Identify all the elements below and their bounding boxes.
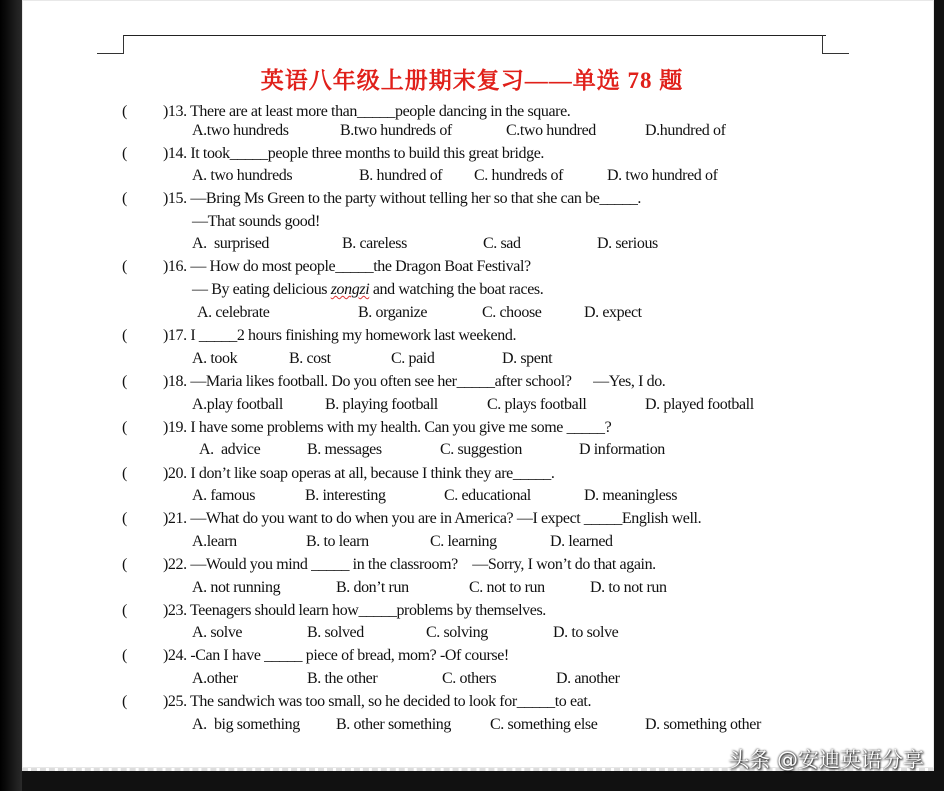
option-c[interactable]: C. not to run bbox=[469, 579, 545, 596]
option-a[interactable]: A. took bbox=[192, 350, 238, 367]
option-c[interactable]: C. something else bbox=[490, 716, 598, 733]
option-b[interactable]: B. organize bbox=[358, 304, 428, 321]
question-stem: )24. -Can I have _____ piece of bread, mom? -Of course! bbox=[163, 647, 509, 664]
question-stem: )21. —What do you want to do when you are in America? —I expect _____English well. bbox=[163, 510, 702, 527]
question-stem: )23. Teenagers should learn how_____problems by themselves. bbox=[163, 602, 546, 619]
option-a[interactable]: A.play football bbox=[192, 396, 283, 413]
option-b[interactable]: B. don’t run bbox=[336, 579, 409, 596]
option-c[interactable]: C. paid bbox=[391, 350, 435, 367]
option-a[interactable]: A. not running bbox=[192, 579, 281, 596]
page-title: 英语八年级上册期末复习——单选 78 题 bbox=[260, 68, 684, 93]
option-b[interactable]: B. solved bbox=[307, 624, 364, 641]
option-a[interactable]: A.learn bbox=[192, 533, 237, 550]
option-d[interactable]: D. to solve bbox=[553, 624, 619, 641]
answer-paren[interactable]: ( bbox=[122, 602, 127, 619]
question-reply bbox=[192, 280, 543, 300]
question-stem: )20. I don’t like soap operas at all, because I think they are_____. bbox=[163, 465, 555, 482]
reply-text: — By eating delicious bbox=[192, 281, 331, 298]
answer-paren[interactable]: ( bbox=[122, 647, 127, 664]
option-d[interactable]: D. expect bbox=[584, 304, 642, 321]
option-d[interactable]: D. learned bbox=[550, 533, 613, 550]
watermark: 头条 @安迪英语分享 bbox=[728, 748, 924, 772]
question-stem: )13. There are at least more than_____people dancing in the square. bbox=[163, 103, 571, 120]
header-rule bbox=[123, 35, 826, 36]
page-edge bbox=[0, 0, 22, 791]
option-a[interactable]: A.other bbox=[192, 670, 238, 687]
answer-paren[interactable]: ( bbox=[122, 327, 127, 344]
option-b[interactable]: B.two hundreds of bbox=[340, 122, 452, 139]
option-d[interactable]: D.hundred of bbox=[645, 122, 726, 139]
option-c[interactable]: C. plays football bbox=[487, 396, 587, 413]
option-c[interactable]: C. solving bbox=[426, 624, 488, 641]
option-d[interactable]: D. meaningless bbox=[584, 487, 678, 504]
answer-paren[interactable]: ( bbox=[122, 419, 127, 436]
option-b[interactable]: B. careless bbox=[342, 235, 407, 252]
option-b[interactable]: B. hundred of bbox=[359, 167, 443, 184]
option-d[interactable]: D. spent bbox=[502, 350, 553, 367]
option-d[interactable]: D. to not run bbox=[590, 579, 667, 596]
crop-mark-left bbox=[97, 35, 124, 54]
question-stem: )17. I _____2 hours finishing my homework last weekend. bbox=[163, 327, 517, 344]
option-c[interactable]: C. learning bbox=[430, 533, 497, 550]
answer-paren[interactable]: ( bbox=[122, 145, 127, 162]
option-a[interactable]: A. advice bbox=[199, 441, 261, 458]
option-a[interactable]: A. solve bbox=[192, 624, 243, 641]
option-a[interactable]: A. famous bbox=[192, 487, 256, 504]
answer-paren[interactable]: ( bbox=[122, 693, 127, 710]
question-stem: )15. —Bring Ms Green to the party without telling her so that she can be_____. bbox=[163, 190, 642, 207]
question-stem: )16. — How do most people_____the Dragon Boat Festival? bbox=[163, 258, 531, 275]
option-d[interactable]: D. two hundred of bbox=[607, 167, 718, 184]
option-d[interactable]: D information bbox=[579, 441, 665, 458]
option-d[interactable]: D. serious bbox=[597, 235, 658, 252]
option-a[interactable]: A. big something bbox=[192, 716, 300, 733]
option-a[interactable]: A. two hundreds bbox=[192, 167, 293, 184]
crop-mark-right bbox=[822, 35, 849, 54]
option-d[interactable]: D. played football bbox=[645, 396, 754, 413]
reply-text: and watching the boat races. bbox=[369, 281, 544, 298]
option-b[interactable]: B. interesting bbox=[305, 487, 386, 504]
option-b[interactable]: B. playing football bbox=[325, 396, 438, 413]
answer-paren[interactable]: ( bbox=[122, 190, 127, 207]
question-reply: —That sounds good! bbox=[192, 213, 320, 230]
option-a[interactable]: A. surprised bbox=[192, 235, 270, 252]
answer-paren[interactable]: ( bbox=[122, 258, 127, 275]
question-stem: )14. It took_____people three months to build this great bridge. bbox=[163, 145, 544, 162]
question-stem: )25. The sandwich was too small, so he decided to look for_____to eat. bbox=[163, 693, 592, 710]
option-c[interactable]: C. educational bbox=[444, 487, 531, 504]
option-d[interactable]: D. another bbox=[556, 670, 620, 687]
option-c[interactable]: C.two hundred bbox=[506, 122, 596, 139]
option-a[interactable]: A.two hundreds bbox=[192, 122, 289, 139]
option-c[interactable]: C. sad bbox=[483, 235, 521, 252]
answer-paren[interactable]: ( bbox=[122, 465, 127, 482]
answer-paren[interactable]: ( bbox=[122, 103, 127, 120]
option-d[interactable]: D. something other bbox=[645, 716, 761, 733]
answer-paren[interactable]: ( bbox=[122, 510, 127, 527]
option-b[interactable]: B. to learn bbox=[306, 533, 369, 550]
answer-paren[interactable]: ( bbox=[122, 373, 127, 390]
option-a[interactable]: A. celebrate bbox=[197, 304, 270, 321]
option-b[interactable]: B. other something bbox=[336, 716, 452, 733]
option-b[interactable]: B. cost bbox=[289, 350, 331, 367]
italic-term: zongzi bbox=[330, 281, 370, 298]
option-c[interactable]: C. others bbox=[442, 670, 497, 687]
option-c[interactable]: C. hundreds of bbox=[474, 167, 564, 184]
answer-paren[interactable]: ( bbox=[122, 556, 127, 573]
option-c[interactable]: C. suggestion bbox=[440, 441, 522, 458]
question-stem: )19. I have some problems with my health. Can you give me some _____? bbox=[163, 419, 612, 436]
question-stem: )22. —Would you mind _____ in the classroom? —Sorry, I won’t do that again. bbox=[163, 556, 656, 573]
option-b[interactable]: B. the other bbox=[307, 670, 378, 687]
option-c[interactable]: C. choose bbox=[482, 304, 542, 321]
question-stem: )18. —Maria likes football. Do you often see her_____after school? —Yes, I do. bbox=[163, 373, 666, 390]
option-b[interactable]: B. messages bbox=[307, 441, 382, 458]
